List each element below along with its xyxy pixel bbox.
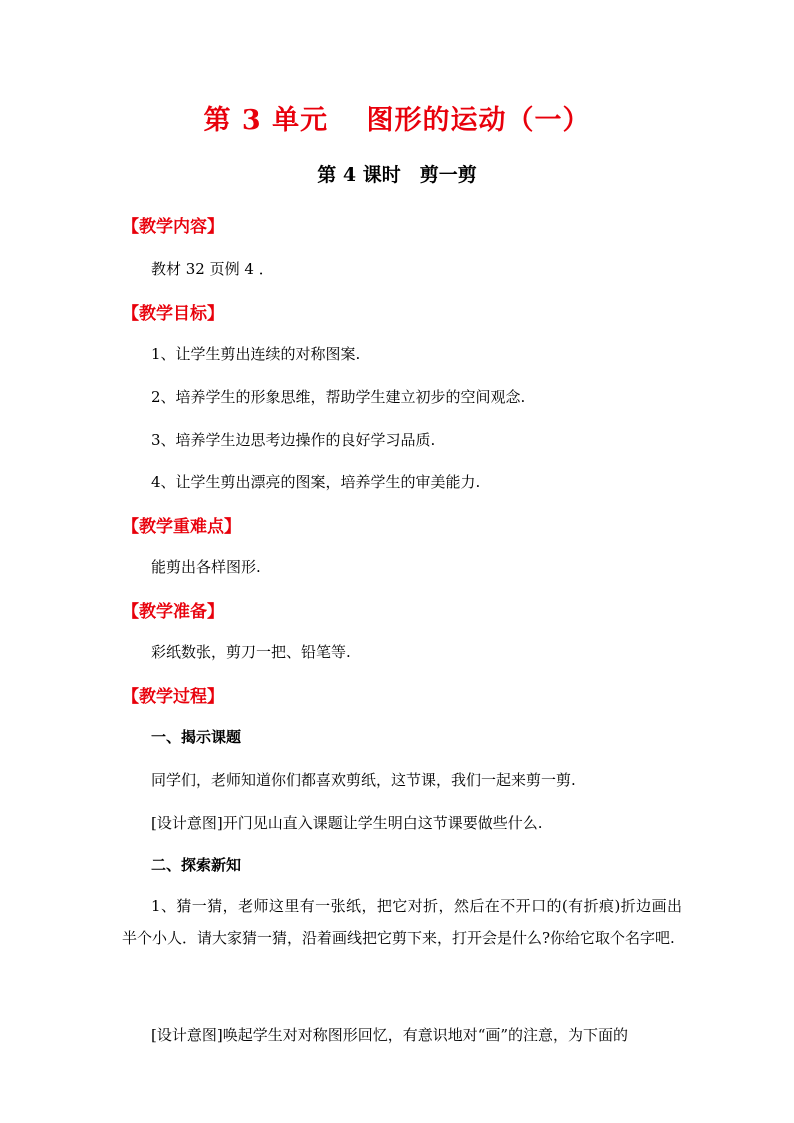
content-text: 教材 32 页例 4 ． [151, 260, 274, 278]
goal-item: 1、让学生剪出连续的对称图案. [151, 345, 361, 363]
step1-title: 一、揭示课题 [151, 728, 242, 746]
goal-item: 4、让学生剪出漂亮的图案，培养学生的审美能力. [151, 473, 481, 491]
section-heading-content: 【教学内容】 [122, 217, 224, 237]
step2-text: 1、猜一猜，老师这里有一张纸，把它对折，然后在不开口的(有折痕)折边画出半个小人．请大家猜一猜，沿着画线把它剪下来，打开会是什么?你给它取个名字吧. [122, 897, 682, 947]
goal-item: 2、培养学生的形象思维，帮助学生建立初步的空间观念. [151, 388, 526, 406]
step1-intent: [设计意图]开门见山直入课题让学生明白这节课要做些什么. [151, 814, 543, 832]
step1-text: 同学们，老师知道你们都喜欢剪纸，这节课，我们一起来剪一剪. [151, 771, 576, 789]
preparation-text: 彩纸数张，剪刀一把、铅笔等. [151, 643, 351, 661]
lesson-subtitle: 第 4 课时 剪一剪 [317, 164, 477, 186]
goal-item: 3、培养学生边思考边操作的良好学习品质. [151, 431, 436, 449]
section-heading-key-points: 【教学重难点】 [122, 517, 241, 537]
step2-intent: [设计意图]唤起学生对对称图形回忆，有意识地对“画”的注意，为下面的 [151, 1026, 629, 1044]
section-heading-process: 【教学过程】 [122, 687, 224, 707]
section-heading-preparation: 【教学准备】 [122, 602, 224, 622]
key-points-text: 能剪出各样图形. [151, 558, 261, 576]
step2-title: 二、探索新知 [151, 856, 242, 874]
unit-title: 第 3 单元 图形的运动（一） [203, 105, 591, 136]
section-heading-goals: 【教学目标】 [122, 304, 224, 324]
